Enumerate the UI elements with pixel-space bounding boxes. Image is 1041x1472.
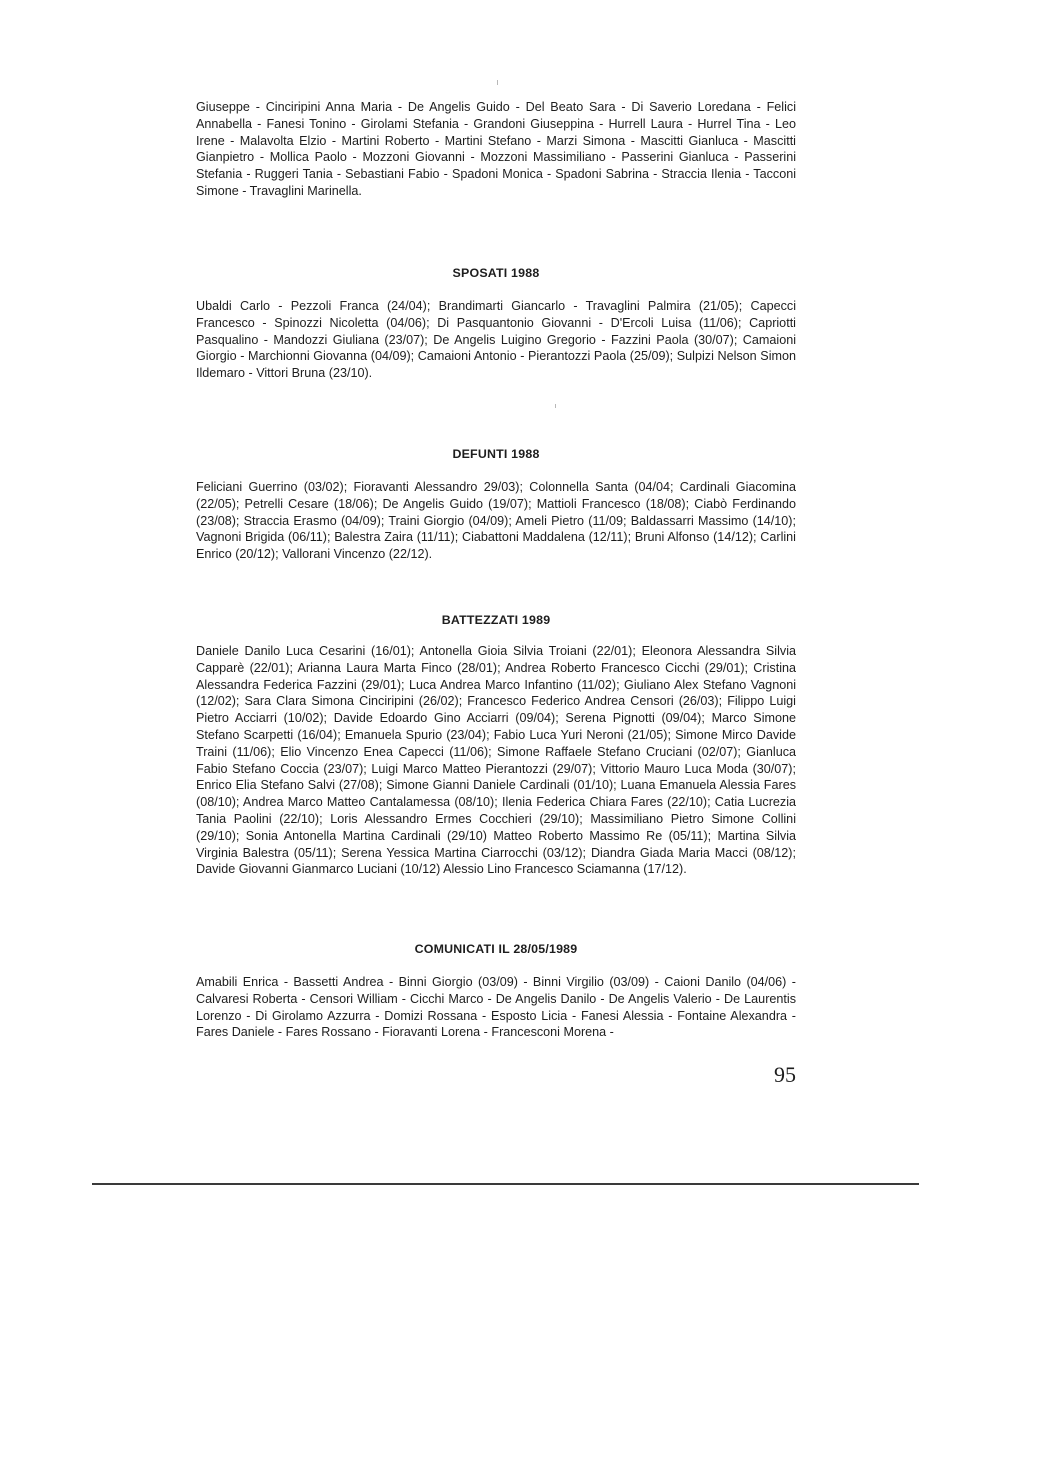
battezzati-heading: BATTEZZATI 1989: [441, 613, 551, 627]
scan-speck: [497, 80, 498, 85]
comunicati-heading: COMUNICATI IL 28/05/1989: [414, 942, 578, 956]
comunicati-paragraph: Amabili Enrica - Bassetti Andrea - Binni Giorgio (03/09) - Binni Virgilio (03/09) - Caioni Danilo (04/06) - Calvaresi Roberta - Censori William - Cicchi Marco - De Angelis Danilo - De Angelis Valerio - De Laurentis Lorenzo - Di Girolamo Azzurra - Domizi Rossana - Esposto Licia - Fanesi Alessia - Fontaine Alexandra - Fares Daniele - Fares Rossano - Fioravanti Lorena - Francesconi Morena -: [196, 975, 796, 1040]
defunti-paragraph: Feliciani Guerrino (03/02); Fioravanti Alessandro 29/03); Colonnella Santa (04/04; Cardinali Giacomina (22/05); Petrelli Cesare (18/06); De Angelis Guido (19/07); Mattioli Francesco (18/08); Ciabò Ferdinando (23/08); Straccia Erasmo (04/09); Traini Giorgio (04/09); Ameli Pietro (11/09; Baldassarri Massimo (14/10); Vagnoni Brigida (06/11); Balestra Zaira (11/11); Ciabattoni Maddalena (12/11); Bruni Alfonso (14/12); Carlini Enrico (20/12); Vallorani Vincenzo (22/12).: [196, 480, 796, 562]
intro-paragraph: Giuseppe - Cinciripini Anna Maria - De Angelis Guido - Del Beato Sara - Di Saverio Loredana - Felici Annabella - Fanesi Tonino - Girolami Stefania - Grandoni Giuseppina - Hurrell Laura - Hurrel Tina - Leo Irene - Malavolta Elzio - Martini Roberto - Martini Stefano - Marzi Simona - Mascitti Gianluca - Mascitti Gianpietro - Mollica Paolo - Mozzoni Giovanni - Mozzoni Massimiliano - Passerini Gianluca - Passerini Stefania - Ruggeri Tania - Sebastiani Fabio - Spadoni Monica - Spadoni Sabrina - Straccia Ilenia - Tacconi Simone - Travaglini Marinella.: [196, 100, 796, 198]
sposati-heading: SPOSATI 1988: [452, 266, 540, 280]
battezzati-paragraph: Daniele Danilo Luca Cesarini (16/01); Antonella Gioia Silvia Troiani (22/01); Eleonora Alessandra Silvia Capparè (22/01); Arianna Laura Marta Finco (28/01); Andrea Roberto Francesco Cicchi (29/01); Cristina Alessandra Federica Fazzini (29/01); Luca Andrea Marco Infantino (11/02); Giuliano Alex Stefano Vagnoni (12/02); Sara Clara Simona Cinciripini (26/02); Francesco Federico Andrea Censori (26/03); Filippo Luigi Pietro Acciarri (10/02); Davide Edoardo Gino Acciarri (09/04); Serena Pignotti (09/04); Marco Simone Stefano Scarpetti (16/04); Emanuela Spurio (23/04); Fabio Luca Yuri Neroni (21/05); Simone Mirco Davide Traini (11/06); Elio Vincenzo Enea Capecci (11/06); Simone Raffaele Stefano Cruciani (02/07); Gianluca Fabio Stefano Coccia (23/07); Luigi Marco Matteo Pierantozzi (29/07); Vittorio Mauro Luca Moda (30/07); Enrico Elia Stefano Salvi (27/08); Simone Gianni Daniele Cardinali (01/10); Luana Emanuela Alessia Fares (08/10); Andrea Marco Matteo Cantalamessa (08/10); Ilenia Federica Chiara Fares (22/10); Catia Lucrezia Tania Paolini (22/10); Loris Alessandro Ermes Cocchieri (29/10); Massimiliano Pietro Simone Collini (29/10); Sonia Antonella Martina Cardinali (29/10) Matteo Roberto Massimo Re (05/11); Martina Silvia Virginia Balestra (05/11); Serena Yessica Martina Ciarrocchi (03/12); Diandra Giada Maria Macci (08/12); Davide Giovanni Gianmarco Luciani (10/12) Alessio Lino Francesco Sciamanna (17/12).: [196, 644, 796, 877]
footer-rule: [92, 1183, 919, 1185]
scan-speck: [555, 404, 556, 408]
defunti-heading: DEFUNTI 1988: [452, 447, 540, 461]
sposati-paragraph: Ubaldi Carlo - Pezzoli Franca (24/04); Brandimarti Giancarlo - Travaglini Palmira (21/05); Capecci Francesco - Spinozzi Nicoletta (04/06); Di Pasquantonio Giovanni - D'Ercoli Luisa (11/06); Capriotti Pasqualino - Mandozzi Giuliana (23/07); De Angelis Luigino Gregorio - Fazzini Paola (30/07); Camaioni Giorgio - Marchionni Giovanna (04/09); Camaioni Antonio - Pierantozzi Paola (25/09); Sulpizi Nelson Simon Ildemaro - Vittori Bruna (23/10).: [196, 299, 796, 381]
page-number: 95: [774, 1062, 796, 1087]
